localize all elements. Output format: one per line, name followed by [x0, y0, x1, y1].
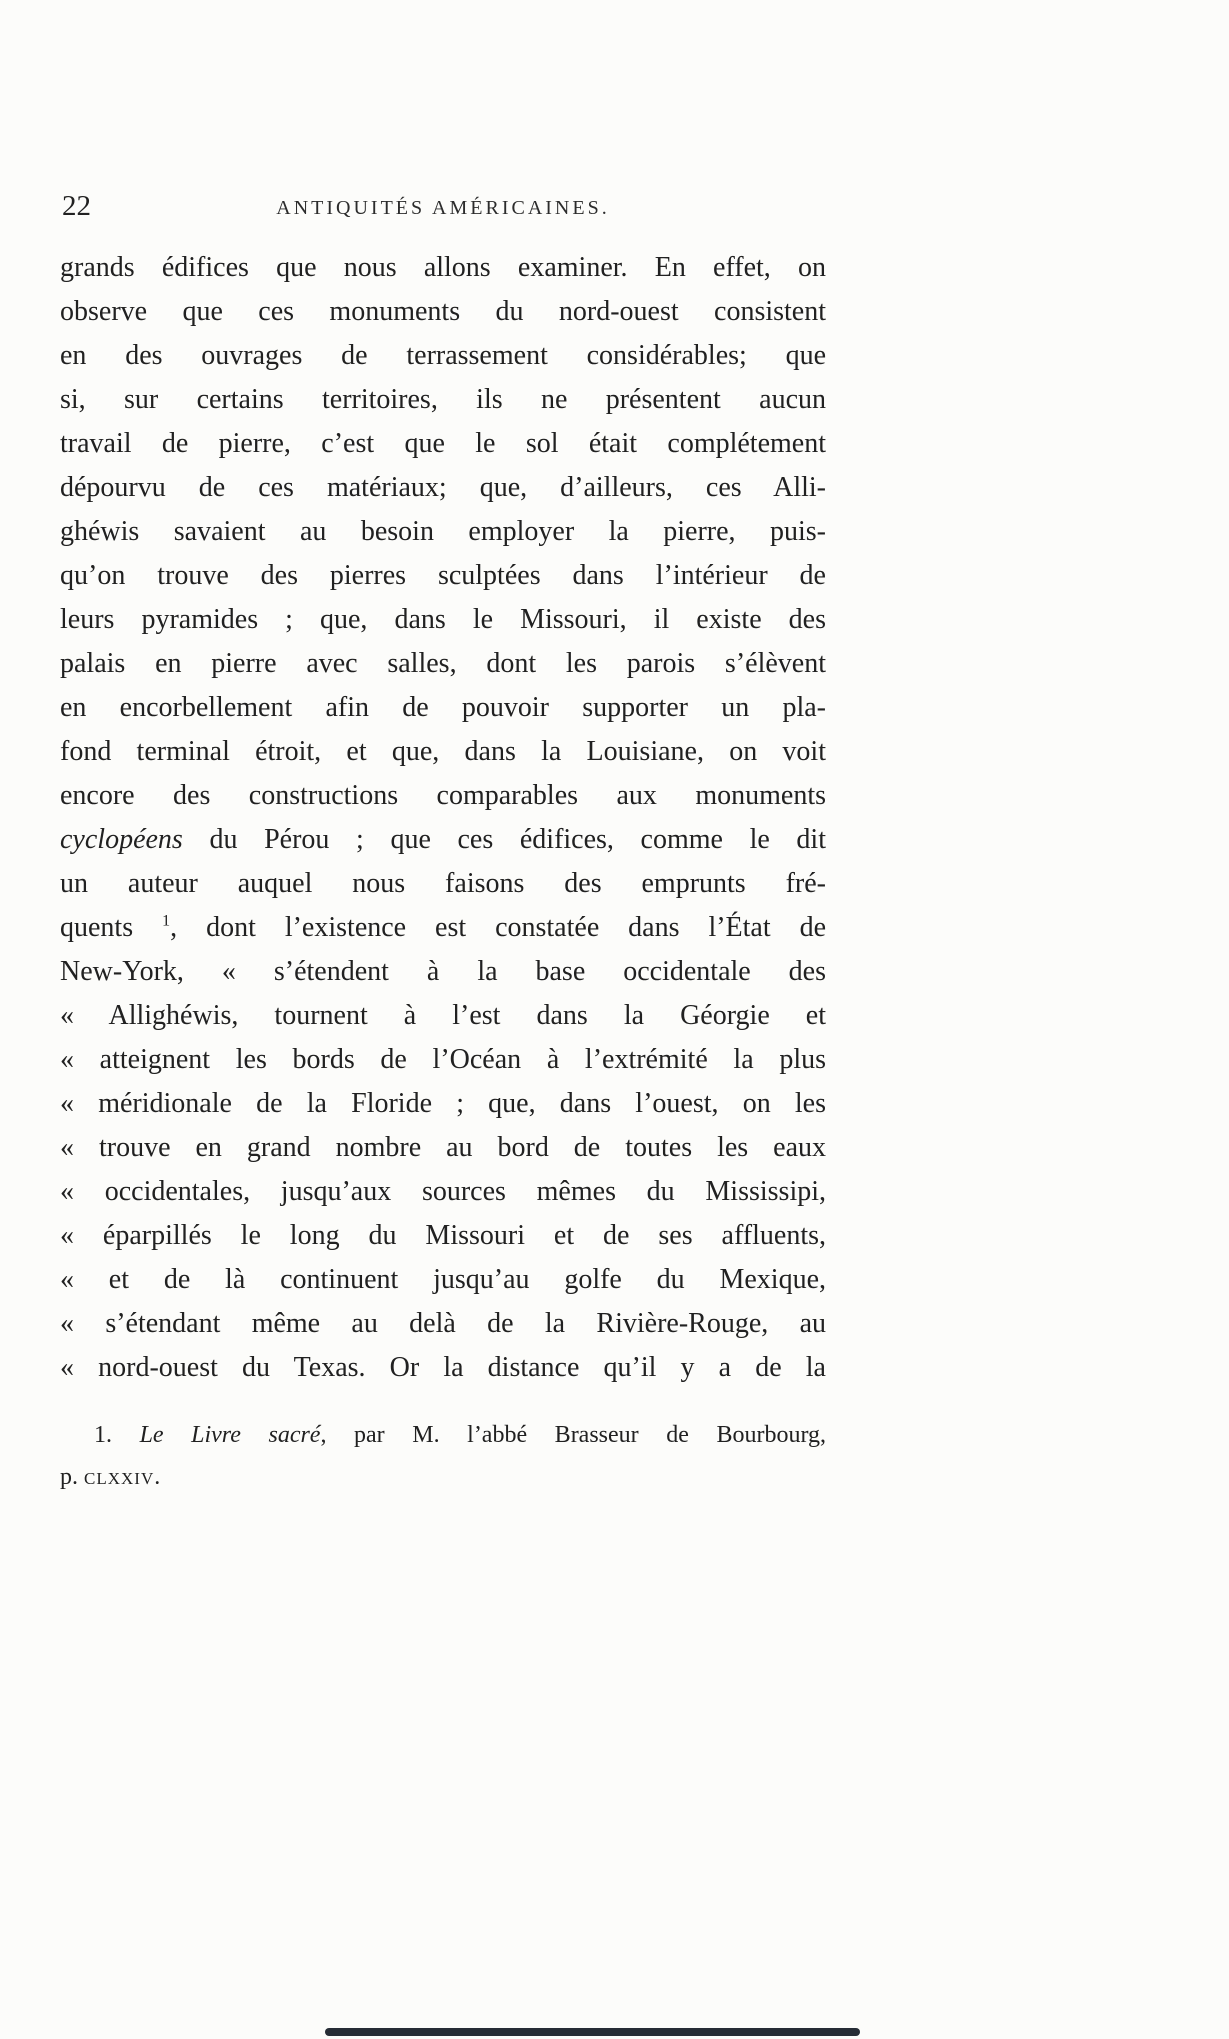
text-line: « atteignent les bords de l’Océan à l’extrémité la plus — [60, 1044, 826, 1075]
text-line: New-York, « s’étendent à la base occidentale des — [60, 956, 826, 987]
text-line: dépourvu de ces matériaux; que, d’ailleurs, ces Alli- — [60, 472, 826, 503]
text-line: qu’on trouve des pierres sculptées dans l’intérieur de — [60, 560, 826, 591]
text-line: « et de là continuent jusqu’au golfe du Mexique, — [60, 1264, 826, 1295]
text-line: palais en pierre avec salles, dont les parois s’élèvent — [60, 648, 826, 679]
text-line: en des ouvrages de terrassement considérables; que — [60, 340, 826, 371]
footnote-line: p. clxxiv. — [60, 1464, 162, 1490]
footnote — [60, 1414, 826, 1498]
text-line: ghéwis savaient au besoin employer la pierre, puis- — [60, 516, 826, 547]
body-text — [60, 246, 826, 1390]
text-line: grands édifices que nous allons examiner. En effet, on — [60, 252, 826, 283]
text-line: en encorbellement afin de pouvoir supporter un pla- — [60, 692, 826, 723]
text-line: « occidentales, jusqu’aux sources mêmes du Mississipi, — [60, 1176, 826, 1207]
text-line: un auteur auquel nous faisons des emprunts fré- — [60, 868, 826, 899]
text-line: leurs pyramides ; que, dans le Missouri, il existe des — [60, 604, 826, 635]
text-line: fond terminal étroit, et que, dans la Louisiane, on voit — [60, 736, 826, 767]
footnote-line: 1. Le Livre sacré, par M. l’abbé Brasseur de Bourbourg, — [94, 1422, 827, 1448]
text-line: « nord-ouest du Texas. Or la distance qu’il y a de la — [60, 1352, 826, 1383]
text-line: « trouve en grand nombre au bord de toutes les eaux — [60, 1132, 826, 1163]
text-line: « éparpillés le long du Missouri et de ses affluents, — [60, 1220, 826, 1251]
text-line: « s’étendant même au delà de la Rivière-Rouge, au — [60, 1308, 826, 1339]
running-header: ANTIQUITÉS AMÉRICAINES. — [276, 197, 610, 219]
text-line: « Allighéwis, tournent à l’est dans la Géorgie et — [60, 1000, 826, 1031]
text-line: encore des constructions comparables aux monuments — [60, 780, 826, 811]
page-number: 22 — [62, 190, 91, 222]
page-header — [60, 190, 826, 230]
text-line: « méridionale de la Floride ; que, dans l’ouest, on les — [60, 1088, 826, 1119]
text-line: si, sur certains territoires, ils ne présentent aucun — [60, 384, 826, 415]
scan-edge-artifact — [325, 2028, 860, 2036]
text-line: travail de pierre, c’est que le sol était complétement — [60, 428, 826, 459]
text-line: observe que ces monuments du nord-ouest consistent — [60, 296, 826, 327]
text-line: quents $^1$, dont l’existence est constatée dans l’État de — [60, 911, 826, 943]
text-line: cyclopéens du Pérou ; que ces édifices, comme le dit — [60, 824, 826, 855]
